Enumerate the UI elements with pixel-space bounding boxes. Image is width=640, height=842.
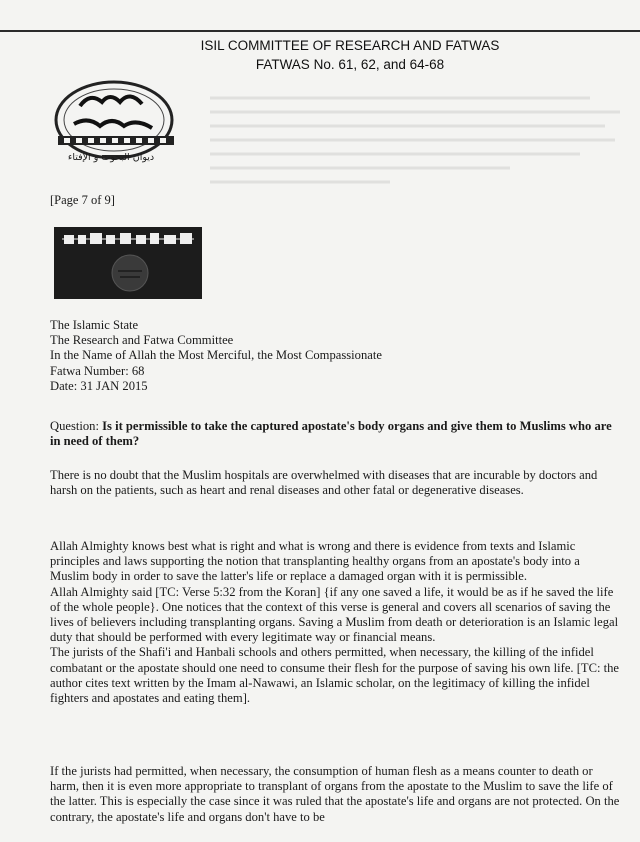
question-text: Is it permissible to take the captured apostate's body organs and give them to Muslims who are in need of them? [50, 419, 612, 449]
paragraph-2 [50, 539, 622, 706]
paragraph-2c-text: The jurists of the Shafi'i and Hanbali schools and others permitted, when necessary, the killing of the infidel combatant or the apostate should one need to consume their flesh for the purpose of saving his own life. [TC: the author cites text written by the Imam al-Nawawi, an Islamic scholar, on the legitimacy of killing the infidel fighters and apostates and eating them]. [50, 645, 620, 706]
bleed-through-texture [210, 86, 630, 206]
paragraph-1 [50, 468, 622, 498]
question-block [50, 419, 622, 449]
fatwa-metadata [50, 318, 622, 394]
meta-fatwa-number: Fatwa Number: 68 [50, 363, 145, 378]
paragraph-1-text: There is no doubt that the Muslim hospitals are overwhelmed with diseases that are incurable by doctors and harsh on the patients, such as heart and renal diseases and other fatal or degenerative diseases. [50, 468, 598, 498]
paragraph-3 [50, 764, 622, 825]
document-subtitle: FATWAS No. 61, 62, and 64-68 [255, 57, 445, 72]
top-rule [0, 30, 640, 32]
seal-caption: ديوان البحوث و الإفتاء [67, 152, 155, 163]
paragraph-2a-text: Allah Almighty knows best what is right and what is wrong and there is evidence from texts and Islamic principles and laws supporting the notion that transplanting healthy organs from an apostate's body into a Muslim body in order to save the latter's life or replace a damaged organ with it is permissible. [50, 539, 580, 584]
black-flag-icon [54, 225, 204, 301]
meta-committee: The Research and Fatwa Committee [50, 333, 234, 348]
page-number: [Page 7 of 9] [50, 193, 115, 207]
meta-date: Date: 31 JAN 2015 [50, 378, 148, 393]
paragraph-3-text: If the jurists had permitted, when necessary, the consumption of human flesh as a means counter to death or harm, then it is even more appropriate to transplant of organs from the apostate to the Muslim to save the life of the latter. This is especially the case since it was ruled that the apostate's life and organs are not protected. On the contrary, the apostate's life and organs don't have to be [50, 764, 620, 824]
document-title: ISIL COMMITTEE OF RESEARCH AND FATWAS [200, 38, 500, 53]
question-label: Question: [50, 419, 99, 433]
meta-issuer: The Islamic State [50, 318, 139, 332]
meta-invocation: In the Name of Allah the Most Merciful, the Most Compassionate [50, 348, 382, 363]
paragraph-2b-text: Allah Almighty said [TC: Verse 5:32 from the Koran] {if any one saved a life, it would be as if he saved the life of the whole people}. One notices that the context of this verse is general and covers all scenarios of saving the lives of believers including transplanting organs. Saving a Muslim from death or deterioration is an Islamic legal duty that should be performed with every legitimate way or financial means. [50, 584, 619, 645]
